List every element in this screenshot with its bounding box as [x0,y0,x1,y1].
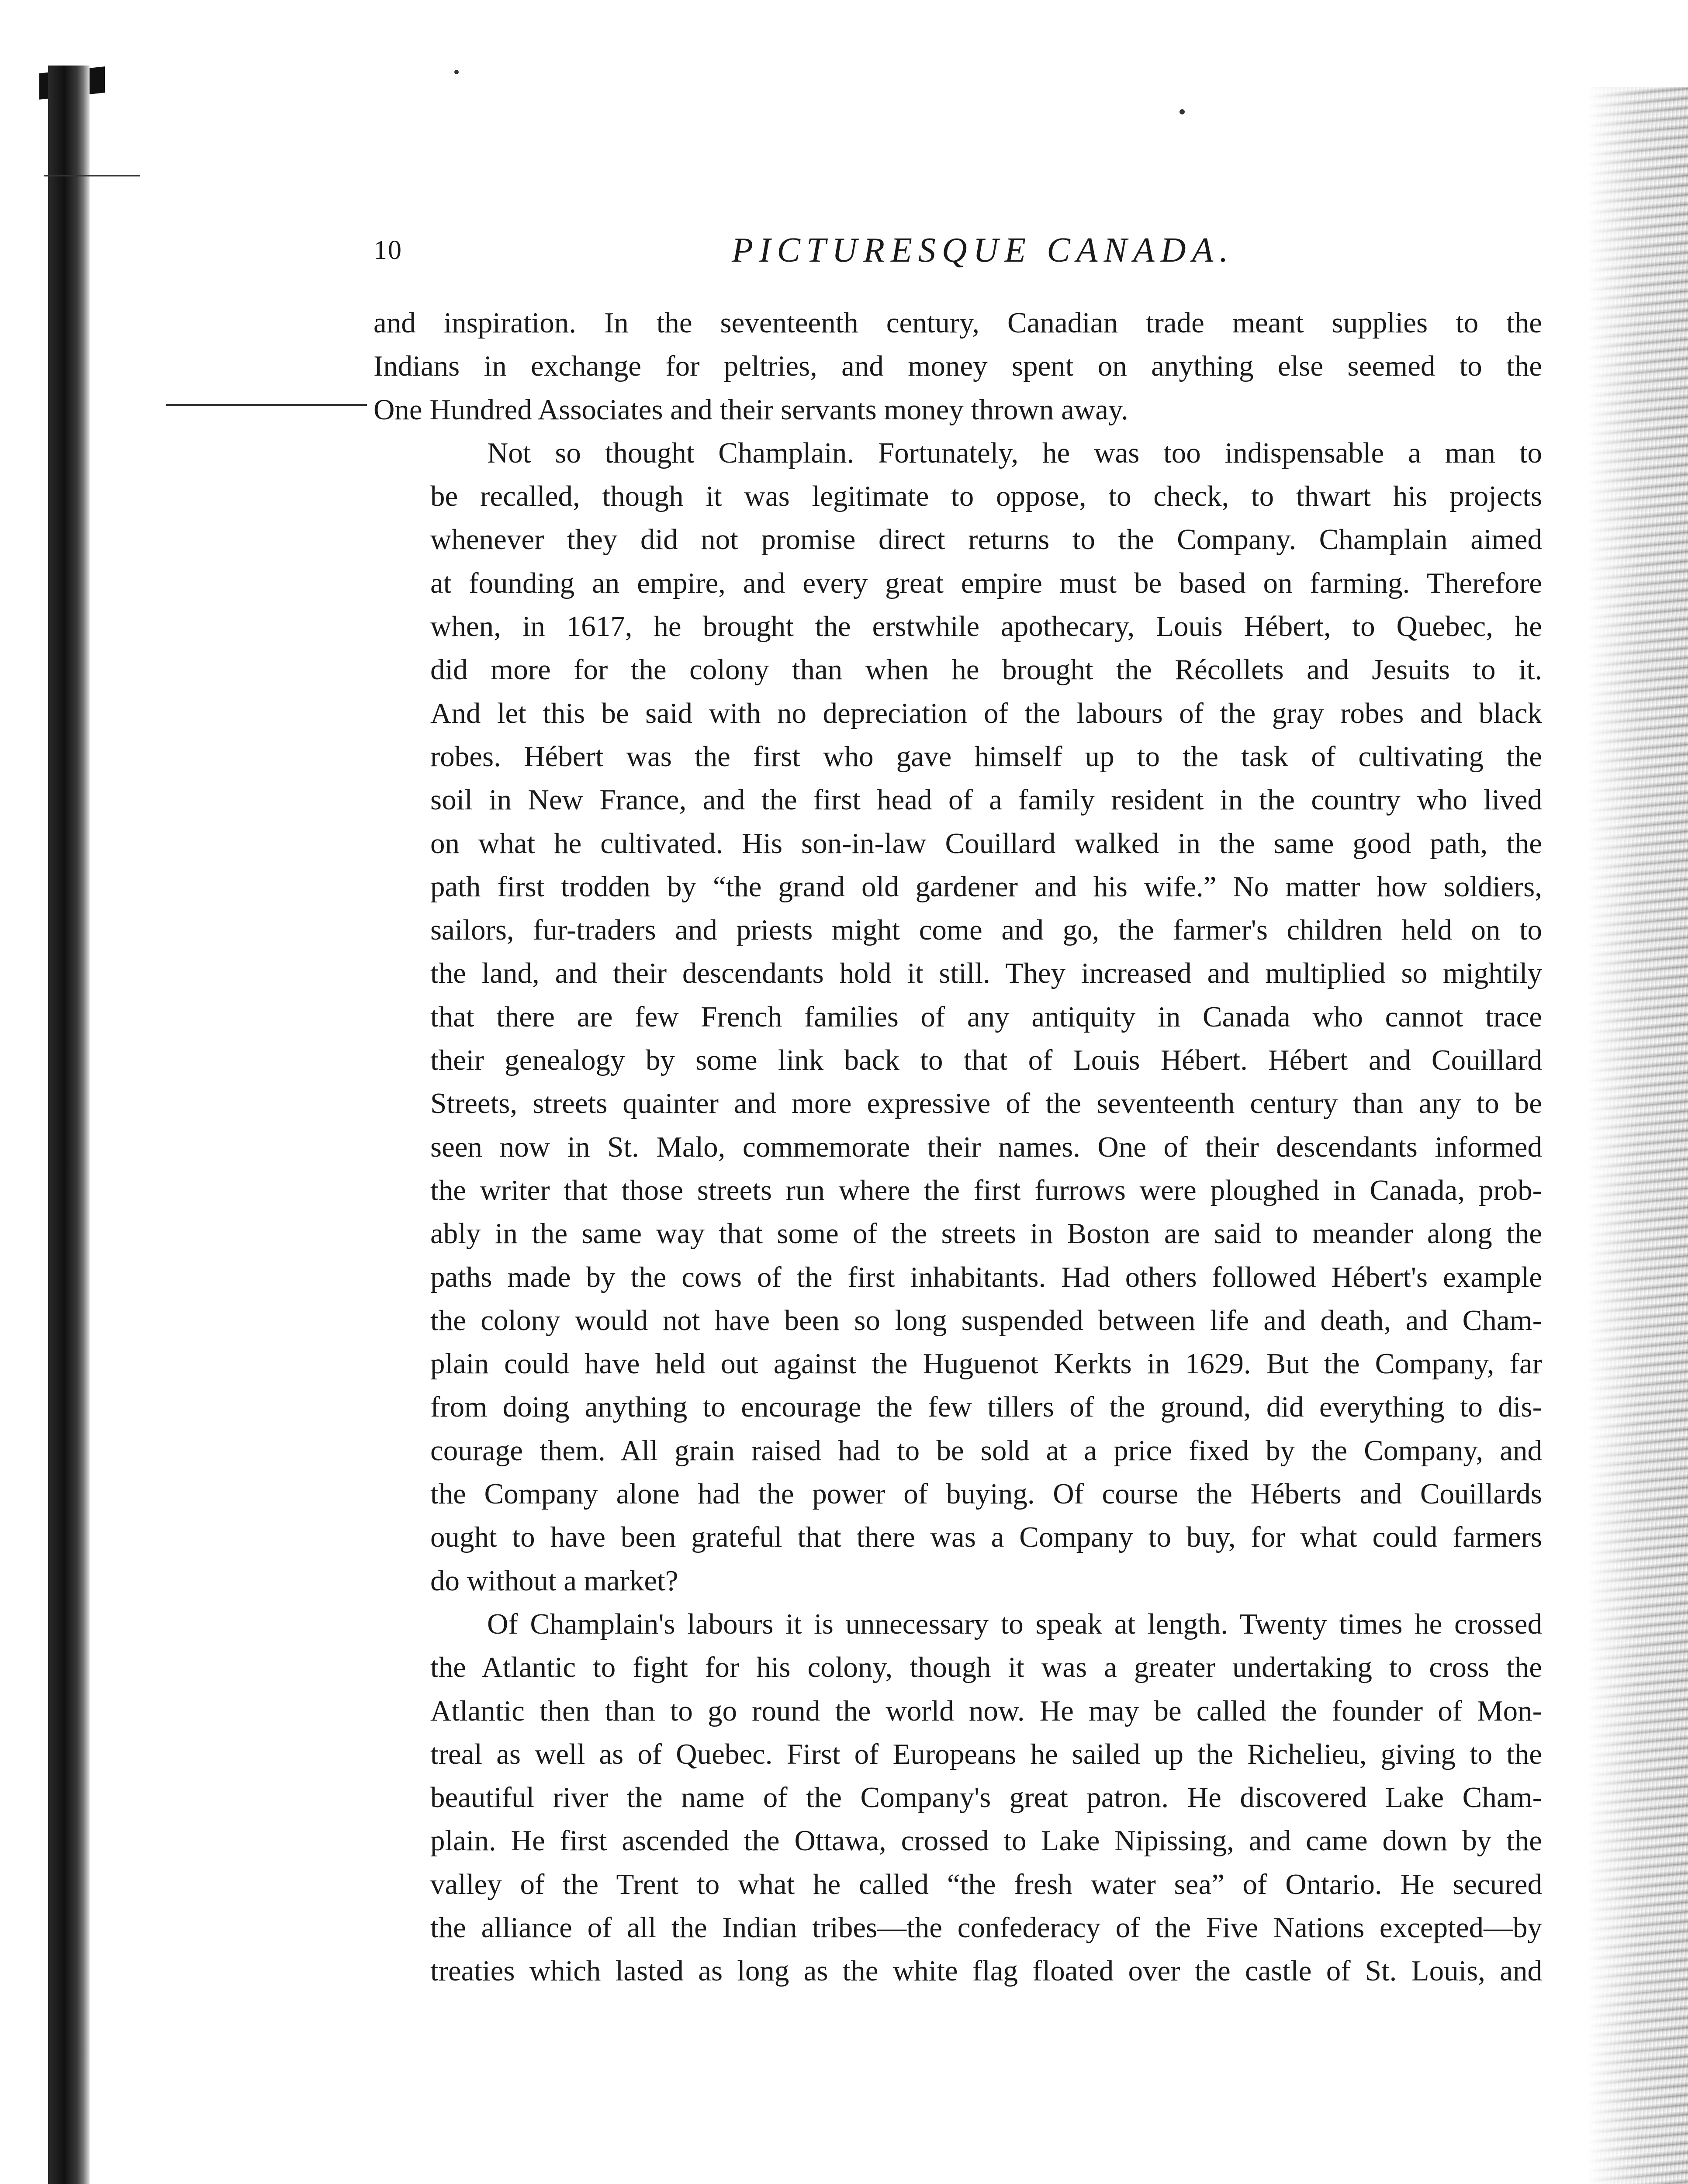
text-line: the land, and their descendants hold it still. They increased and multiplied so mightily [430,957,1542,990]
text-line: treaties which lasted as long as the white flag floated over the castle of St. Louis, and [430,1955,1542,1987]
margin-rule [166,404,367,406]
text-line: path first trodden by “the grand old gardener and his wife.” No matter how soldiers, [430,870,1542,903]
text-line: when, in 1617, he brought the erstwhile apothecary, Louis Hébert, to Quebec, he [430,610,1542,643]
text-line: at founding an empire, and every great empire must be based on farming. Therefore [430,567,1542,599]
margin-rule-top [44,175,140,176]
text-line: the writer that those streets run where the first furrows were ploughed in Canada, prob- [430,1174,1542,1206]
text-line: Streets, streets quainter and more expressive of the seventeenth century than any to be [430,1087,1542,1120]
text-line: do without a market? [430,1564,678,1597]
text-line: from doing anything to encourage the few tillers of the ground, did everything to dis- [430,1391,1542,1424]
page-edge-noise [1588,87,1688,2184]
paragraph [374,432,1542,1603]
scan-speck [454,70,459,74]
text-line: courage them. All grain raised had to be sold at a price fixed by the Company, and [430,1434,1542,1467]
text-line: valley of the Trent to what he called “the fresh water sea” of Ontario. He secured [430,1868,1542,1901]
text-line: on what he cultivated. His son-in-law Couillard walked in the same good path, the [430,827,1542,860]
text-line: sailors, fur-traders and priests might come and go, the farmer's children held on to [430,914,1542,947]
page-header [374,231,1544,274]
text-line: ably in the same way that some of the streets in Boston are said to meander along the [430,1217,1542,1250]
text-line: One Hundred Associates and their servants money thrown away. [374,393,1128,426]
text-line: treal as well as of Quebec. First of Europeans he sailed up the Richelieu, giving to the [430,1738,1542,1770]
text-line: be recalled, though it was legitimate to oppose, to check, to thwart his projects [430,480,1542,513]
page-number: 10 [374,235,402,265]
text-line: robes. Hébert was the first who gave himself up to the task of cultivating the [430,740,1542,773]
text-line: soil in New France, and the first head of a family resident in the country who lived [430,784,1542,816]
book-binding-edge [48,66,90,2184]
text-line: Atlantic then than to go round the world now. He may be called the founder of Mon- [430,1694,1542,1727]
text-line: plain could have held out against the Huguenot Kerkts in 1629. But the Company, far [430,1348,1542,1380]
text-line: the Company alone had the power of buying. Of course the Héberts and Couillards [430,1478,1542,1510]
text-line: plain. He first ascended the Ottawa, crossed to Lake Nipissing, and came down by the [430,1825,1542,1857]
text-line: Of Champlain's labours it is unnecessary to speak at length. Twenty times he crossed [487,1607,1542,1640]
text-line: And let this be said with no depreciation of the labours of the gray robes and black [430,697,1542,729]
text-line: Indians in exchange for peltries, and money spent on anything else seemed to the [374,350,1542,383]
text-line: seen now in St. Malo, commemorate their names. One of their descendants informed [430,1130,1542,1163]
text-line: the alliance of all the Indian tribes—the confederacy of the Five Nations excepted—by [430,1911,1542,1944]
text-line: the colony would not have been so long suspended between life and death, and Cham- [430,1304,1542,1337]
text-line: ought to have been grateful that there was a Company to buy, for what could farmers [430,1521,1542,1554]
text-line: beautiful river the name of the Company's great patron. He discovered Lake Cham- [430,1781,1542,1814]
text-line: did more for the colony than when he brought the Récollets and Jesuits to it. [430,653,1542,686]
page-body [374,301,1542,1993]
text-line: whenever they did not promise direct returns to the Company. Champlain aimed [430,523,1542,556]
running-title: PICTURESQUE CANADA. [732,231,1235,270]
text-line: that there are few French families of any antiquity in Canada who cannot trace [430,1000,1542,1033]
paragraph [374,301,1542,432]
scan-speck [1180,109,1185,114]
text-line: the Atlantic to fight for his colony, though it was a greater undertaking to cross the [430,1651,1542,1684]
paragraph [374,1603,1542,1993]
text-line: Not so thought Champlain. Fortunately, he was too indispensable a man to [487,436,1542,469]
text-line: paths made by the cows of the first inhabitants. Had others followed Hébert's example [430,1261,1542,1293]
text-line: their genealogy by some link back to that of Louis Hébert. Hébert and Couillard [430,1044,1542,1077]
text-line: and inspiration. In the seventeenth century, Canadian trade meant supplies to the [374,307,1542,339]
